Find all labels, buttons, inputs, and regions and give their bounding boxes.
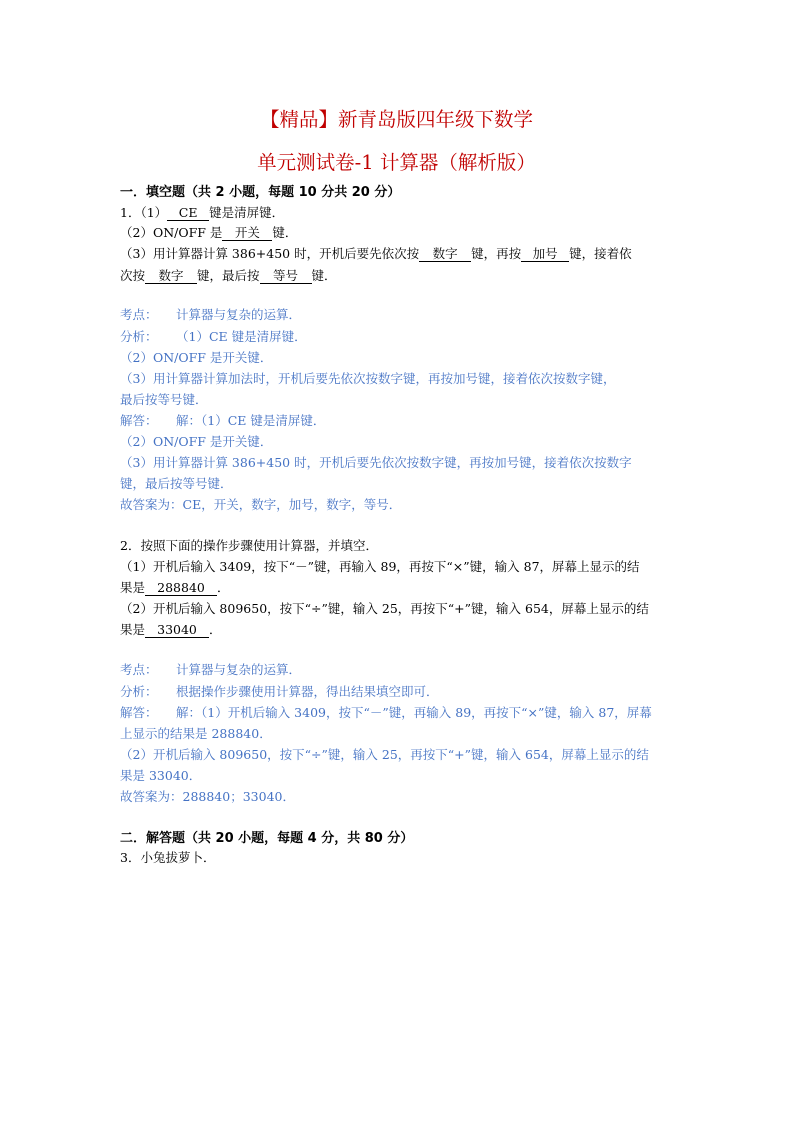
answer-blank: CE bbox=[167, 206, 209, 221]
text: 果是 bbox=[120, 622, 146, 637]
answer-blank: 33040 bbox=[145, 623, 209, 638]
label: 分析： bbox=[120, 329, 158, 344]
text: 解：（1）CE 键是清屏键． bbox=[176, 413, 326, 428]
question-1-part-3 bbox=[120, 244, 680, 262]
question-2-part-2-cont bbox=[120, 620, 680, 638]
label: 考点： bbox=[120, 307, 158, 322]
answer-2-kaodian bbox=[120, 660, 680, 678]
document-title: 【精品】新青岛版四年级下数学 bbox=[259, 108, 533, 131]
text: 键是清屏键． bbox=[209, 205, 285, 220]
text: 1．（1） bbox=[120, 205, 168, 220]
question-2-stem: 2．按照下面的操作步骤使用计算器，并填空． bbox=[120, 538, 378, 553]
text: 计算器与复杂的运算． bbox=[176, 307, 302, 322]
answer-2-final: 故答案为：288840；33040． bbox=[120, 789, 295, 804]
answer-blank: 开关 bbox=[222, 226, 272, 241]
answer-blank: 数字 bbox=[419, 247, 471, 262]
question-3-stem: 3．小兔拔萝卜． bbox=[120, 850, 216, 865]
answer-blank: 数字 bbox=[145, 269, 197, 284]
text: ． bbox=[217, 580, 230, 595]
answer-1-fenxi bbox=[120, 327, 680, 345]
text: 键． bbox=[311, 268, 337, 283]
answer-2-fenxi bbox=[120, 682, 680, 700]
question-1-part-2 bbox=[120, 223, 680, 241]
text: 键，再按 bbox=[471, 246, 522, 261]
answer-1-jieda bbox=[120, 411, 680, 429]
text: 果是 bbox=[120, 580, 146, 595]
text: 解：（1）开机后输入 3409，按下“－”键，再输入 89，再按下“×”键，输入 87，屏幕 bbox=[176, 705, 652, 720]
text: （3）用计算器计算 386+450 时，开机后要先依次按 bbox=[120, 246, 420, 261]
answer-2-jieda: 上显示的结果是 288840． bbox=[120, 726, 272, 741]
answer-1-jieda: （3）用计算器计算 386+450 时，开机后要先依次按数字键，再按加号键，接着依次按数字 bbox=[120, 455, 632, 470]
label: 分析： bbox=[120, 684, 158, 699]
question-1-part-3-cont bbox=[120, 266, 680, 284]
text: （2）ON/OFF 是 bbox=[120, 225, 223, 240]
question-2-part-1: （1）开机后输入 3409，按下“－”键，再输入 89，再按下“×”键，输入 87，屏幕上显示的结 bbox=[120, 559, 640, 574]
document-subtitle: 单元测试卷-1 计算器（解析版） bbox=[257, 151, 536, 174]
section-heading: 二．解答题（共 20 小题，每题 4 分，共 80 分） bbox=[120, 831, 414, 846]
label: 解答： bbox=[120, 705, 158, 720]
answer-blank: 加号 bbox=[521, 247, 569, 262]
answer-1-fenxi: （2）ON/OFF 是开关键． bbox=[120, 350, 273, 365]
question-2-part-2: （2）开机后输入 809650，按下“÷”键，输入 25，再按下“+”键，输入 654，屏幕上显示的结 bbox=[120, 601, 649, 616]
label: 解答： bbox=[120, 413, 158, 428]
text: 键，最后按 bbox=[197, 268, 260, 283]
answer-1-jieda: （2）ON/OFF 是开关键． bbox=[120, 434, 273, 449]
answer-2-jieda: 果是 33040． bbox=[120, 768, 202, 783]
label: 考点： bbox=[120, 662, 158, 677]
text: （1）CE 键是清屏键． bbox=[176, 329, 307, 344]
question-1-part-1 bbox=[120, 203, 680, 221]
answer-2-jieda bbox=[120, 703, 680, 721]
answer-1-final: 故答案为：CE，开关，数字，加号，数字，等号． bbox=[120, 497, 402, 512]
answer-1-fenxi: 最后按等号键． bbox=[120, 392, 208, 407]
text: 键，接着依 bbox=[569, 246, 632, 261]
section-heading: 一．填空题（共 2 小题，每题 10 分共 20 分） bbox=[120, 185, 401, 200]
text: 次按 bbox=[120, 268, 146, 283]
answer-blank: 等号 bbox=[260, 269, 312, 284]
answer-1-jieda: 键，最后按等号键． bbox=[120, 476, 233, 491]
answer-1-kaodian bbox=[120, 305, 680, 323]
text: 计算器与复杂的运算． bbox=[176, 662, 302, 677]
answer-2-jieda: （2）开机后输入 809650，按下“÷”键，输入 25，再按下“+”键，输入 654，屏幕上显示的结 bbox=[120, 747, 649, 762]
answer-1-fenxi: （3）用计算器计算加法时，开机后要先依次按数字键，再按加号键，接着依次按数字键， bbox=[120, 371, 616, 386]
text: 键． bbox=[272, 225, 298, 240]
text: ． bbox=[209, 622, 222, 637]
answer-blank: 288840 bbox=[145, 581, 217, 596]
text: 根据操作步骤使用计算器，得出结果填空即可． bbox=[176, 684, 439, 699]
question-2-part-1-cont bbox=[120, 578, 680, 596]
